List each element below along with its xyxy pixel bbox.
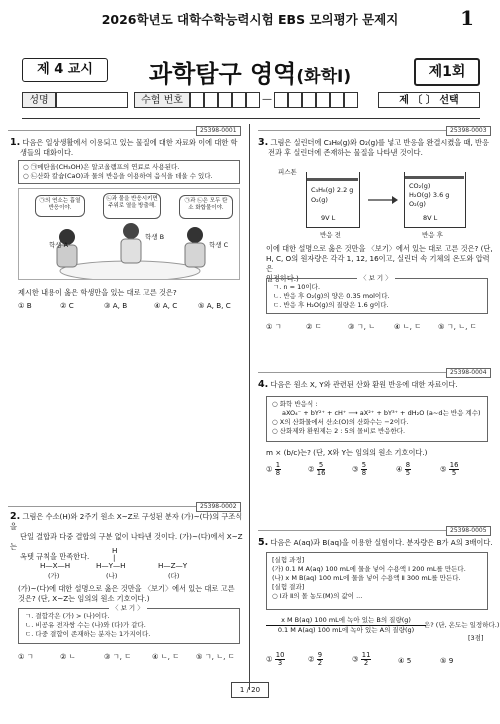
q2-label-b: (나)	[106, 572, 118, 580]
denominator: 5	[451, 469, 457, 477]
before-volume: 9V L	[321, 214, 336, 222]
q4-choice[interactable]	[266, 462, 281, 477]
q2-mol-c: H—Z—Y	[158, 561, 188, 570]
numerator: 16	[449, 461, 459, 469]
q3-question-line1: 이에 대한 설명으로 옳은 것만을 〈보기〉에서 있는 대로 고른 것은? (단,	[266, 244, 493, 253]
choice-mark: ③	[352, 654, 359, 664]
after-h2o: H₂O(g) 3.6 g	[409, 191, 450, 199]
exam-no-digit[interactable]	[316, 92, 330, 108]
q2-item: ㄴ. 비공유 전자쌍 수는 (나)와 (다)가 같다.	[25, 621, 146, 629]
q1-facts-box	[18, 160, 240, 184]
fraction	[317, 462, 326, 477]
after-label: 반응 후	[422, 231, 443, 239]
select-label: 제 〔 〕 선택	[378, 92, 480, 108]
q4-question: m × (b/c)는? (단, X와 Y는 임의의 원소 기호이다.)	[266, 448, 428, 457]
q4-data-box	[266, 396, 488, 442]
q5-box-line: [실험 과정]	[272, 556, 305, 564]
q2-choice[interactable]: ② ㄴ	[60, 652, 76, 661]
q4-stem	[258, 380, 494, 390]
q3-choice[interactable]: ④ ㄴ, ㄷ	[394, 322, 422, 331]
exam-no-digit[interactable]	[274, 92, 288, 108]
student-c-label: 학생 C	[209, 241, 229, 249]
q3-question-line3: 일정하다.)	[266, 274, 299, 283]
q1-choice[interactable]: ⑤ A, B, C	[198, 301, 231, 310]
period-label: 제 4 교시	[22, 58, 108, 82]
q4-code: 25398-0004	[446, 368, 491, 378]
q2-number: 2.	[10, 511, 21, 522]
q4-choice[interactable]	[352, 462, 367, 477]
examinee-id-row	[22, 92, 480, 109]
fraction	[275, 652, 286, 667]
q5-points: [3점]	[468, 634, 484, 642]
q5-stem	[258, 538, 494, 548]
before-o2: O₂(g)	[311, 196, 328, 204]
q2-choice[interactable]: ① ㄱ	[18, 652, 34, 661]
choice-text: 9	[448, 656, 454, 665]
q5-experiment-box	[266, 552, 488, 610]
round-label: 제1회	[414, 58, 480, 86]
exam-no-digit[interactable]	[232, 92, 246, 108]
speech-bubble-b: ㉡과 물을 반응시키면 주위로 열을 방출해.	[103, 193, 161, 219]
footer-page-indicator: 1 / 20	[231, 682, 269, 698]
choice-mark: ②	[308, 464, 315, 474]
choice-mark: ①	[266, 654, 273, 664]
q3-choice[interactable]: ① ㄱ	[266, 322, 282, 331]
choice-mark: ⑤	[440, 464, 447, 474]
q1-stem-line2: 생들의 대화이다.	[20, 148, 74, 157]
q2-stem-line2: 단일 결합과 다중 결합의 구분 없이 나타낸 것이다. (가)~(다)에서 X~Z는	[10, 532, 243, 551]
exam-no-digit[interactable]	[288, 92, 302, 108]
q5-choice[interactable]	[266, 652, 285, 667]
denominator: 3	[277, 659, 283, 667]
q2-bogi-box	[18, 604, 240, 644]
q1-illustration	[18, 188, 240, 280]
q5-choice[interactable]	[352, 652, 371, 667]
q1-fact: ○ ㉠메탄올(CH₃OH)은 알코올램프의 연료로 사용된다.	[23, 163, 180, 171]
denominator: 8	[361, 469, 367, 477]
q2-stem	[10, 512, 244, 562]
q5-number: 5.	[258, 537, 269, 548]
after-volume: 8V L	[423, 214, 438, 222]
after-o2: O₂(g)	[409, 200, 426, 208]
choice-mark: ③	[352, 464, 359, 474]
q2-stem-line3: 옥텟 규칙을 만족한다.	[20, 552, 90, 561]
speech-bubble-c: ㉠과 ㉡은 모두 탄소 화합물이야.	[179, 195, 233, 219]
fraction	[405, 462, 411, 477]
q1-fact: ○ ㉡산화 칼슘(CaO)과 물의 반응을 이용하여 음식을 데울 수 있다.	[23, 172, 213, 180]
q4-equation: aXO₄⁻ + bY²⁺ + cH⁺ ⟶ aX²⁺ + bY³⁺ + dH₂O (a~d는 반응 계수)	[282, 409, 481, 417]
q5-formula-top: x M B(aq) 100 mL에 녹아 있는 B의 질량(g)	[266, 616, 426, 626]
numerator: 5	[317, 462, 326, 470]
student-b-label: 학생 B	[145, 233, 165, 241]
numerator: 9	[317, 651, 323, 659]
q3-bogi-title: 〈 보 기 〉	[357, 274, 395, 283]
q5-box-line: (나) x M B(aq) 100 mL에 물을 넣어 수용액 Ⅱ 300 mL를 만든다.	[272, 574, 461, 582]
q2-question-line1: (가)~(다)에 대한 설명으로 옳은 것만을 〈보기〉에서 있는 대로 고른	[18, 584, 235, 593]
q5-formula	[266, 616, 426, 635]
fraction	[361, 652, 372, 667]
q2-question	[18, 584, 244, 604]
exam-no-digit[interactable]	[302, 92, 316, 108]
fraction	[275, 462, 281, 477]
piston-label: 피스톤	[278, 168, 297, 176]
denominator: 16	[316, 469, 326, 477]
q2-item: ㄷ. 다중 결합이 존재하는 분자는 1가지이다.	[25, 630, 151, 638]
q3-code: 25398-0003	[446, 126, 491, 136]
q1-number: 1.	[10, 137, 21, 148]
q1-stem-line1: 다음은 일상생활에서 이용되고 있는 물질에 대한 자료와 이에 대한 학	[22, 138, 238, 147]
page-number: 1	[460, 6, 474, 30]
q3-stem-line1: 그림은 실린더에 C₃H₈(g)와 O₂(g)를 넣고 반응을 완결시켰을 때, 반응	[270, 138, 489, 147]
q3-stem	[258, 138, 494, 158]
exam-no-digit[interactable]	[190, 92, 204, 108]
q2-mol-b: H—Y—H	[96, 561, 126, 570]
q3-item: ㄷ. 반응 후 H₂O(g)의 질량은 1.6 g이다.	[273, 301, 389, 309]
q2-question-line2: 것은? (단, X~Z는 임의의 원소 기호이다.)	[18, 594, 150, 603]
denominator: 8	[275, 469, 281, 477]
exam-no-digit[interactable]	[246, 92, 260, 108]
student-a-label: 학생 A	[49, 241, 69, 249]
exam-no-digit[interactable]	[218, 92, 232, 108]
q1-code: 25398-0001	[196, 126, 241, 136]
q2-mol-b-top: H	[112, 546, 118, 555]
exam-no-digit[interactable]	[204, 92, 218, 108]
fraction	[449, 462, 460, 477]
numerator: 5	[361, 461, 367, 469]
q1-choice[interactable]: ④ A, C	[154, 301, 178, 310]
speech-bubble-a: ㉠의 연소는 흡열 반응이야.	[35, 195, 85, 217]
fraction	[361, 462, 367, 477]
q4-choice[interactable]	[396, 462, 411, 477]
q3-choice[interactable]: ⑤ ㄱ, ㄴ, ㄷ	[438, 322, 477, 331]
numerator: 10	[275, 651, 285, 659]
q1-choice[interactable]: ① B	[18, 301, 32, 310]
cylinder-after	[404, 172, 466, 228]
q3-choice[interactable]: ② ㄷ	[306, 322, 322, 331]
cylinder-before	[306, 172, 360, 228]
piston-icon	[307, 178, 358, 181]
q3-choice[interactable]: ③ ㄱ, ㄴ	[348, 322, 376, 331]
q2-choice[interactable]: ⑤ ㄱ, ㄴ, ㄷ	[196, 652, 235, 661]
before-c3h8: C₃H₈(g) 2.2 g	[311, 186, 354, 194]
q3-number: 3.	[258, 137, 269, 148]
choice-mark: ⑤	[440, 656, 447, 665]
exam-no-digit[interactable]	[344, 92, 358, 108]
numerator: 1	[275, 461, 281, 469]
subject-main: 과학탐구 영역	[148, 60, 297, 88]
q4-choice[interactable]	[440, 462, 459, 477]
q5-choice[interactable]	[398, 656, 411, 665]
exam-title: 2026학년도 대학수학능력시험 EBS 모의평가 문제지	[101, 12, 399, 27]
exam-no-dash: —	[262, 94, 272, 105]
q5-code: 25398-0005	[446, 526, 491, 536]
q4-number: 4.	[258, 379, 269, 390]
name-field[interactable]	[56, 92, 128, 108]
fraction	[317, 652, 323, 667]
q5-choice[interactable]	[308, 652, 323, 667]
q2-mol-a: H—X—H	[40, 561, 71, 570]
denominator: 2	[317, 659, 323, 667]
q3-item: ㄱ. n = 10이다.	[273, 283, 321, 291]
exam-no-label: 수험 번호	[134, 92, 190, 108]
q2-stem-line1: 그림은 수소(H)와 2주기 원소 X~Z로 구성된 분자 (가)~(다)의 구조식을	[10, 512, 243, 531]
q2-choice[interactable]: ③ ㄱ, ㄷ	[104, 652, 132, 661]
name-label: 성명	[22, 92, 56, 108]
q2-label-c: (다)	[168, 572, 180, 580]
q3-item: ㄴ. 반응 후 O₂(g)의 양은 0.35 mol이다.	[273, 292, 390, 300]
q2-code: 25398-0002	[196, 502, 241, 512]
q4-box-line: ○ 산화제와 환원제는 2 : 5의 몰비로 반응한다.	[272, 427, 406, 435]
q1-choice[interactable]: ② C	[60, 301, 74, 310]
choice-mark: ④	[396, 464, 403, 474]
choice-mark: ①	[266, 464, 273, 474]
q3-question-line2: H, C, O의 원자량은 각각 1, 12, 16이고, 실린더 속 기체의 온도와 압력은	[266, 254, 490, 273]
q4-stem-text: 다음은 원소 X, Y와 관련된 산화 환원 반응에 대한 자료이다.	[270, 380, 458, 389]
reaction-arrow-icon	[368, 195, 398, 205]
q5-choice[interactable]	[440, 656, 453, 665]
q2-mol-b-bond: |	[113, 553, 116, 562]
q2-label-a: (가)	[48, 572, 60, 580]
piston-icon	[405, 176, 464, 179]
choice-mark: ④	[398, 656, 405, 665]
after-co2: CO₂(g)	[409, 182, 431, 190]
q1-question: 제시한 내용이 옳은 학생만을 있는 대로 고른 것은?	[18, 288, 177, 297]
numerator: 8	[405, 461, 411, 469]
footer-page: 1	[239, 686, 245, 694]
q4-choice[interactable]	[308, 462, 325, 477]
q1-stem	[10, 138, 242, 158]
numerator: 11	[361, 651, 371, 659]
subject-sub: (화학Ⅰ)	[296, 67, 352, 87]
before-label: 반응 전	[320, 231, 341, 239]
q5-formula-tail: 은? (단, 온도는 일정하다.)	[424, 621, 500, 629]
q1-choice[interactable]: ③ A, B	[104, 301, 128, 310]
q5-box-line: ○ Ⅰ과 Ⅱ의 몰 농도(M)의 값이 ...	[272, 592, 363, 600]
exam-no-digit[interactable]	[330, 92, 344, 108]
q5-stem-text: 다음은 A(aq)과 B(aq)을 이용한 실험이다. 분자량은 B가 A의 3배이다.	[270, 538, 493, 547]
choice-text: 5	[406, 656, 412, 665]
q4-box-line: ○ 화학 반응식 :	[272, 400, 318, 408]
denominator: 2	[363, 659, 369, 667]
q5-box-line: [실험 결과]	[272, 583, 305, 591]
q4-box-line: ○ X의 산화물에서 산소(O)의 산화수는 −2이다.	[272, 418, 409, 426]
column-divider	[249, 124, 250, 690]
q3-stem-line2: 전과 후 실린더에 존재하는 물질을 나타낸 것이다.	[268, 148, 423, 157]
q2-choice[interactable]: ④ ㄴ, ㄷ	[152, 652, 180, 661]
footer-total: 20	[251, 686, 261, 694]
q3-bogi-box	[266, 274, 488, 314]
choice-mark: ②	[308, 654, 315, 664]
header-rule	[22, 118, 480, 119]
q5-formula-bottom: 0.1 M A(aq) 100 mL에 녹아 있는 A의 질량(g)	[277, 626, 415, 634]
q2-bogi-title: 〈 보 기 〉	[109, 604, 147, 613]
q5-box-line: (가) 0.1 M A(aq) 100 mL에 물을 넣어 수용액 Ⅰ 200 mL를 만든다.	[272, 565, 466, 573]
q2-item: ㄱ. 결합각은 (가) > (나)이다.	[25, 612, 110, 620]
denominator: 5	[405, 469, 411, 477]
